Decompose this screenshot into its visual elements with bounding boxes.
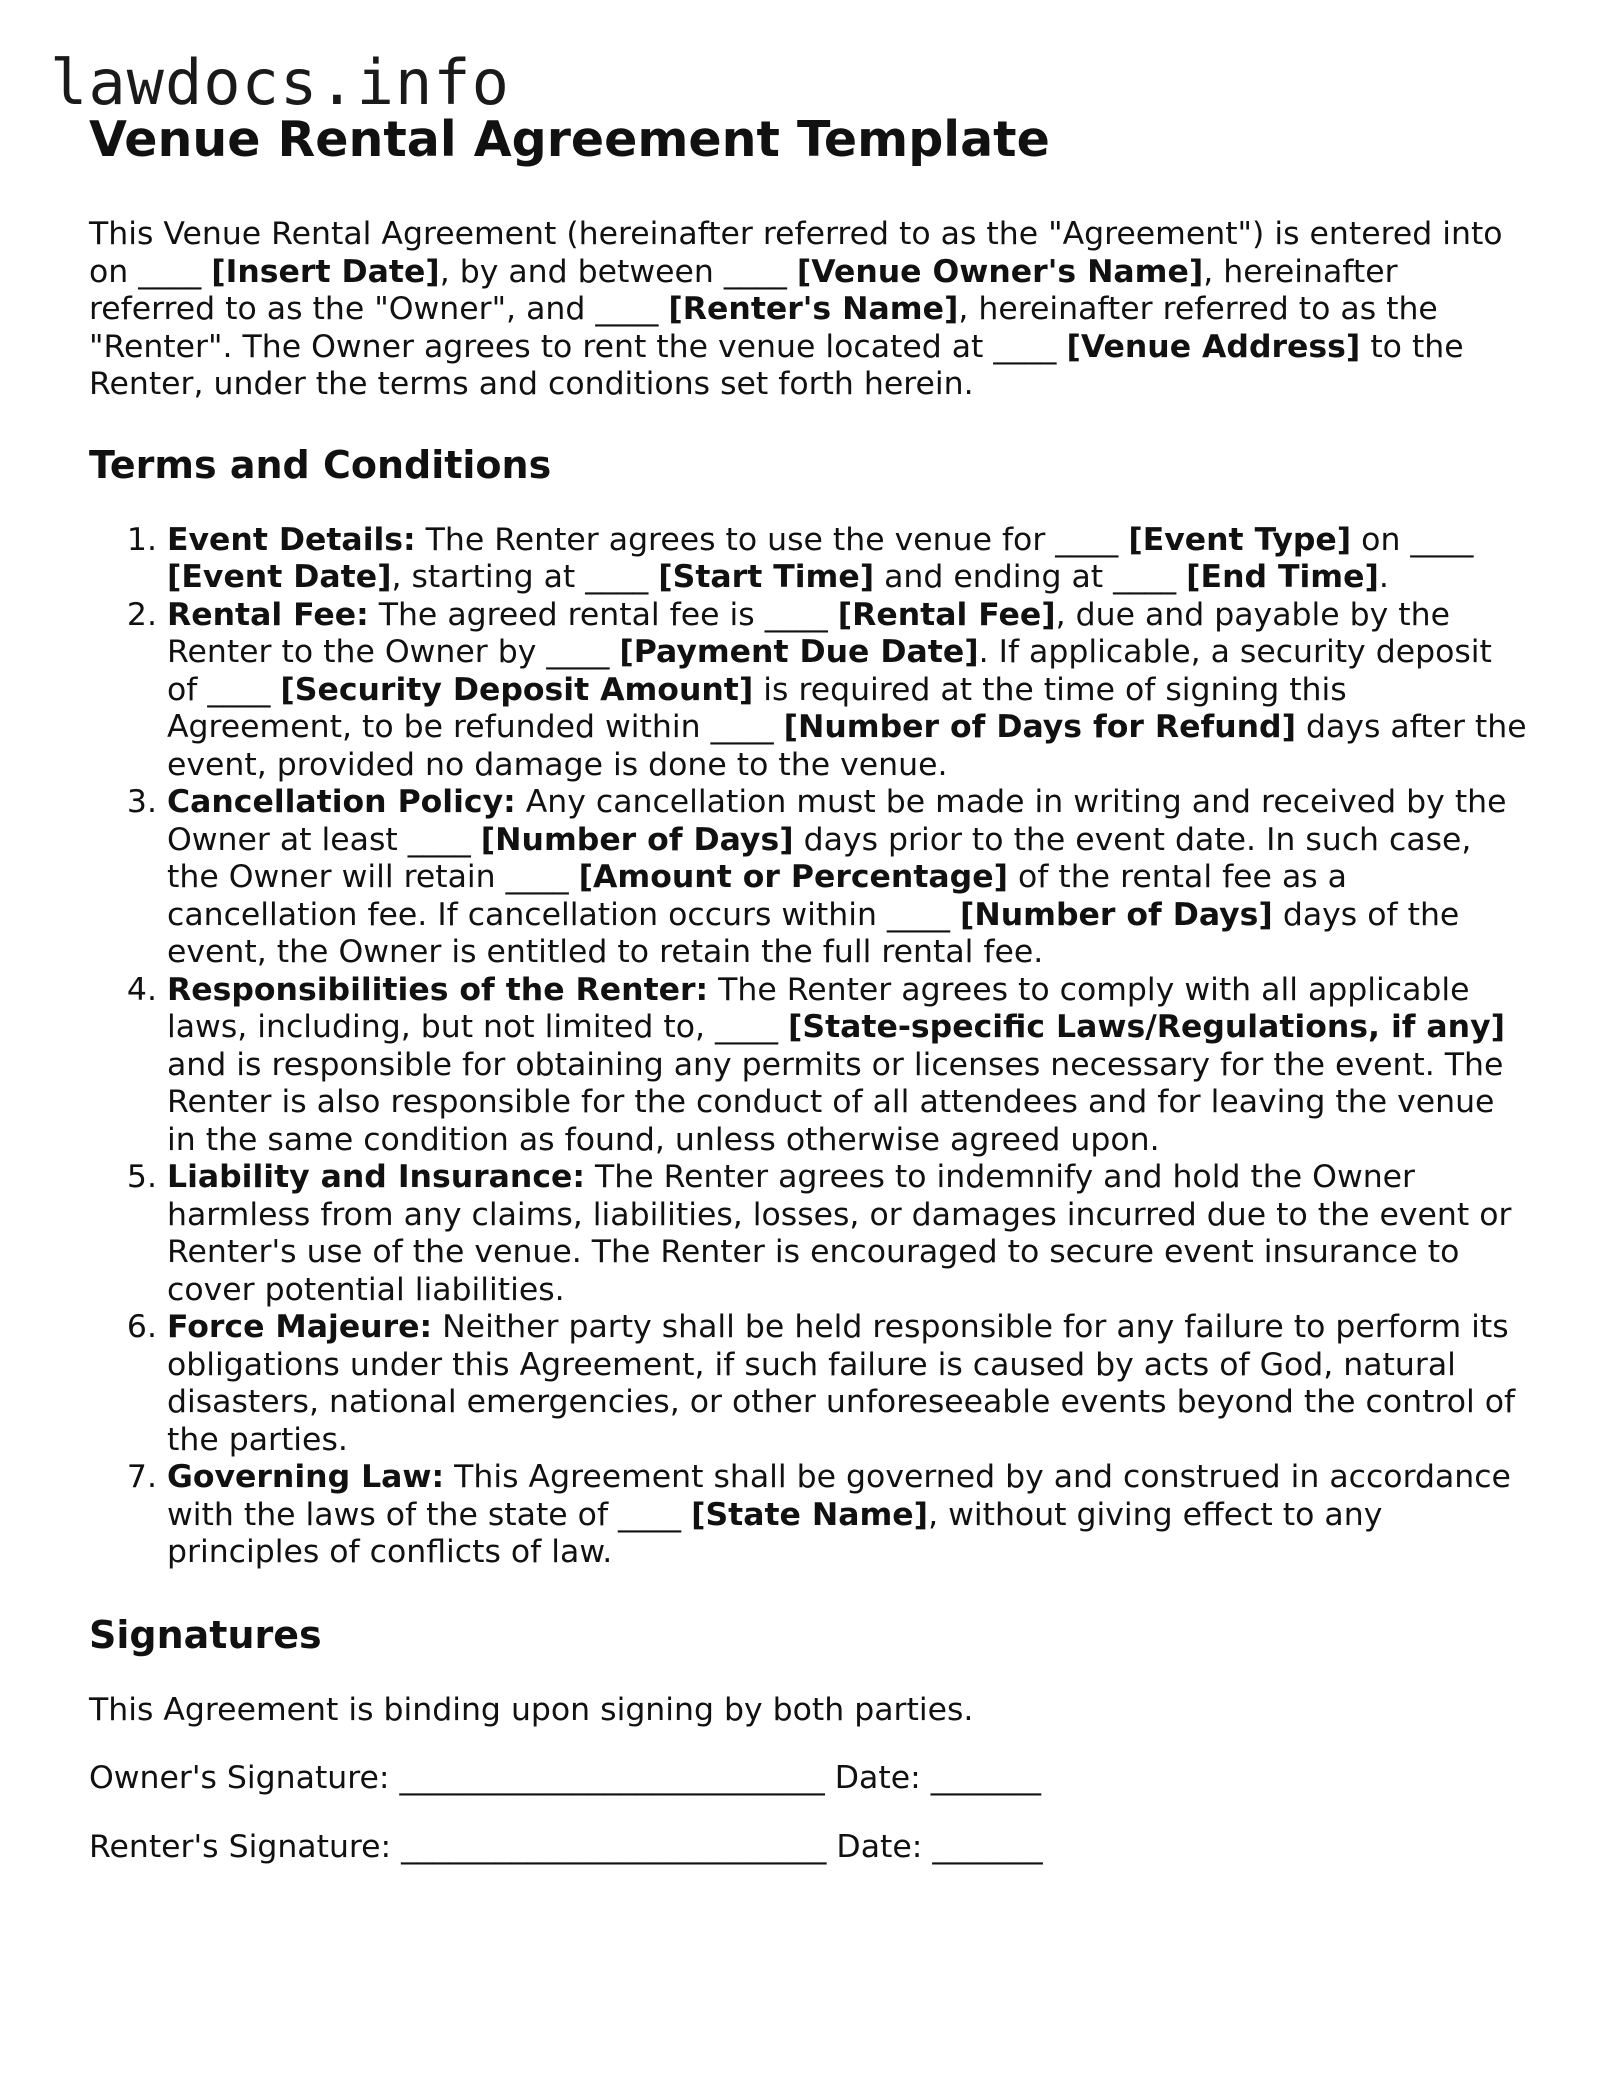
placeholder-field: [Number of Days] [959, 896, 1273, 933]
placeholder-field: Liability and Insurance: [167, 1159, 585, 1195]
intro-paragraph [89, 216, 1529, 404]
text-segment: days of the event, the Owner is entitled to retain the full rental fee. [167, 896, 1460, 970]
placeholder-field: Force Majeure: [167, 1309, 433, 1345]
placeholder-field: Governing Law: [167, 1459, 445, 1495]
placeholder-field: Responsibilities of the Renter: [167, 971, 709, 1008]
signatures-heading: Signatures [89, 1612, 322, 1657]
text-segment: The Renter agrees to comply with all applicable laws, including, but not limited to, ____ [167, 971, 1470, 1045]
text-segment: This Agreement shall be governed by and construed in accordance with the laws of the state of ____ [167, 1459, 1511, 1533]
owner-signature-line[interactable]: Owner's Signature: ___________________________ Date: _______ [89, 1760, 1041, 1796]
placeholder-field: [Venue Owner's Name] [796, 253, 1204, 290]
text-segment: is required at the time of signing this Agreement, to be refunded within ____ [167, 671, 1347, 745]
term-cancellation-policy [167, 784, 1529, 972]
term-governing-law [167, 1459, 1529, 1572]
placeholder-field: [Number of Days for Refund] [783, 709, 1296, 745]
text-segment: The Renter agrees to use the venue for ____ [415, 521, 1129, 558]
placeholder-field: [Event Type] [1128, 521, 1352, 558]
placeholder-field: [Number of Days] [480, 821, 794, 858]
placeholder-field: [State-specific Laws/Regulations, if any] [788, 1009, 1506, 1045]
text-segment: , starting at ____ [391, 559, 659, 595]
signatures-intro: This Agreement is binding upon signing by both parties. [89, 1691, 974, 1728]
placeholder-field: [Venue Address] [1066, 328, 1361, 365]
text-segment: of the rental fee as a cancellation fee. If cancellation occurs within ____ [167, 859, 1347, 933]
term-force-majeure [167, 1309, 1529, 1459]
text-segment: Any cancellation must be made in writing and received by the Owner at least ____ [167, 784, 1507, 858]
placeholder-field: [Event Date] [167, 559, 392, 595]
placeholder-field: [Security Deposit Amount] [280, 671, 754, 708]
text-segment: to the Renter, under the terms and conditions set forth herein. [89, 328, 1464, 402]
placeholder-field: [Start Time] [658, 559, 875, 595]
placeholder-field: [Rental Fee] [837, 596, 1056, 633]
text-segment: The agreed rental fee is ____ [368, 596, 838, 633]
placeholder-field: [Renter's Name] [668, 291, 959, 327]
text-segment: on ____ [1351, 521, 1474, 558]
text-segment: This Venue Rental Agreement (hereinafter referred to as the "Agreement") is entered into on ____ [89, 216, 1503, 290]
text-segment: , by and between ____ [439, 253, 797, 290]
term-event-details [167, 522, 1529, 597]
term-rental-fee [167, 597, 1529, 785]
text-segment: , without giving effect to any principles of conflicts of law. [167, 1496, 1383, 1570]
text-segment: The Renter agrees to indemnify and hold the Owner harmless from any claims, liabilities, losses, or damages incurred due to the event or Renter's use of the venue. The Renter is encouraged to secure event insurance to cover potential liabilities. [167, 1159, 1512, 1308]
page-title: Venue Rental Agreement Template [89, 111, 1050, 168]
text-segment: Neither party shall be held responsible for any failure to perform its obligations under this Agreement, if such failure is caused by acts of God, natural disasters, national emergencies, or other unforeseeable events beyond the control of the parties. [167, 1309, 1516, 1458]
term-liability-insurance [167, 1159, 1529, 1309]
document [89, 110, 1529, 1866]
placeholder-field: [Insert Date] [211, 253, 440, 290]
text-segment: , hereinafter referred to as the "Owner", and ____ [89, 253, 1398, 327]
text-segment: days after the event, provided no damage is done to the venue. [167, 709, 1527, 783]
placeholder-field: Rental Fee: [167, 596, 369, 633]
terms-list [89, 522, 1529, 1572]
placeholder-field: [Payment Due Date] [619, 634, 979, 670]
text-segment: and ending at ____ [874, 559, 1187, 595]
text-segment: . If applicable, a security deposit of ____ [167, 634, 1492, 708]
text-segment: days prior to the event date. In such case, the Owner will retain ____ [167, 821, 1472, 895]
placeholder-field: [End Time] [1186, 559, 1379, 595]
text-segment: , hereinafter referred to as the "Renter". The Owner agrees to rent the venue located at ____ [89, 291, 1438, 365]
watermark: lawdocs.info [50, 46, 510, 119]
text-segment: . [1378, 559, 1389, 595]
placeholder-field: [State Name] [691, 1496, 929, 1533]
placeholder-field: Event Details: [167, 521, 416, 558]
text-segment: , due and payable by the Renter to the Owner by ____ [167, 596, 1450, 670]
term-renter-responsibilities [167, 972, 1529, 1160]
placeholder-field: Cancellation Policy: [167, 784, 516, 820]
text-segment: and is responsible for obtaining any permits or licenses necessary for the event. The Renter is also responsible for the conduct of all attendees and for leaving the venue in the same condition as found, unless otherwise agreed upon. [167, 1046, 1504, 1158]
placeholder-field: [Amount or Percentage] [578, 859, 1008, 895]
renter-signature-line[interactable]: Renter's Signature: ___________________________ Date: _______ [89, 1828, 1043, 1865]
terms-heading: Terms and Conditions [89, 442, 552, 487]
